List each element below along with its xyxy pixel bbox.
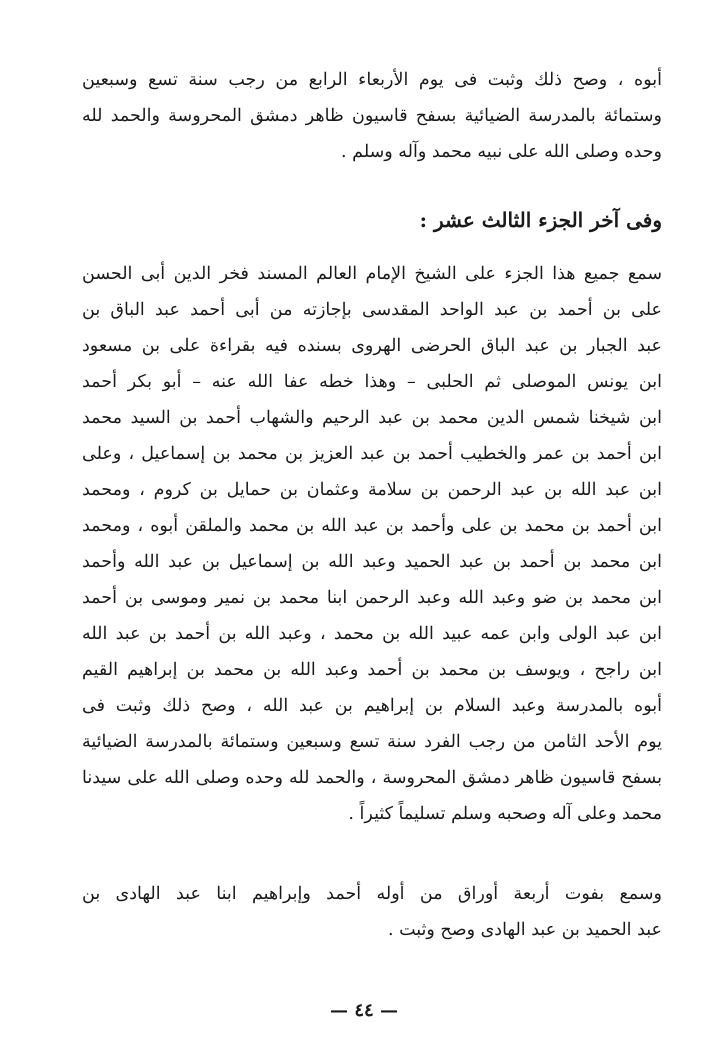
text-line: ابن محمد بن أحمد بن عبد الحميد وعبد الله بن إسماعيل بن عبد الله وأحمد [82, 552, 662, 572]
text-line: وحده وصلى الله على نبيه محمد وآله وسلم . [341, 142, 662, 162]
text-line: بسفح قاسيون ظاهر دمشق المحروسة ، والحمد لله وحده وصلى الله على سيدنا [82, 768, 662, 788]
text-line: وسمع بفوت أربعة أوراق من أوله أحمد وإبراهيم ابنا عبد الهادى بن [82, 884, 662, 904]
text-line: على بن أحمد بن عبد الواحد المقدسى بإجازته من أبى أحمد عبد الباق بن [82, 300, 662, 320]
text-line: وستمائة بالمدرسة الضيائية بسفح قاسيون ظاهر دمشق المحروسة والحمد لله [82, 106, 662, 126]
text-line: عبد الجبار بن عبد الباق الحرضى الهروى بسنده فيه بقراءة على بن مسعود [82, 336, 662, 356]
text-line: سمع جميع هذا الجزء على الشيخ الإمام العالم المسند فخر الدين أبى الحسن [82, 264, 662, 284]
paragraph-closing-previous [82, 62, 662, 170]
text-line: ابن راجح ، ويوسف بن محمد بن أحمد وعبد الله بن محمد بن إبراهيم القيم [82, 660, 662, 680]
paragraph-audition-record [82, 256, 662, 832]
paragraph-partial-audition [82, 876, 662, 948]
text-line: يوم الأحد الثامن من رجب الفرد سنة تسع وسبعين وستمائة بالمدرسة الضيائية [82, 732, 662, 752]
text-line: أبوه ، وصح ذلك وثبت فى يوم الأربعاء الرابع من رجب سنة تسع وسبعين [82, 70, 662, 90]
page-number: — ٤٤ — [330, 1000, 398, 1021]
text-line: ابن عبد الولى وابن عمه عبيد الله بن محمد ، وعبد الله بن أحمد بن عبد الله [82, 624, 662, 644]
text-line: ابن شيخنا شمس الدين محمد بن عبد الرحيم والشهاب أحمد بن السيد محمد [82, 408, 662, 428]
text-line: ابن أحمد بن محمد بن على وأحمد بن عبد الله بن محمد والملقن أبوه ، ومحمد [82, 516, 662, 536]
text-line: ابن عبد الله بن عبد الرحمن بن سلامة وعثمان بن حمايل بن كروم ، ومحمد [82, 480, 662, 500]
text-line: محمد وعلى آله وصحبه وسلم تسليماً كثيراً . [348, 804, 662, 824]
section-heading: وفى آخر الجزء الثالث عشر : [419, 208, 662, 232]
text-line: عبد الحميد بن عبد الهادى وصح وثبت . [387, 920, 662, 940]
text-line: ابن محمد بن ضو وعبد الله وعبد الرحمن ابنا محمد بن نمير وموسى بن أحمد [82, 588, 662, 608]
text-line: ابن يونس الموصلى ثم الحلبى – وهذا خطه عفا الله عنه – أبو بكر أحمد [82, 372, 662, 392]
text-line: ابن أحمد بن عمر والخطيب أحمد بن عبد العزيز بن محمد بن إسماعيل ، وعلى [82, 444, 662, 464]
text-line: أبوه بالمدرسة وعبد السلام بن إبراهيم بن عبد الله ، وصح ذلك وثبت فى [82, 696, 662, 716]
